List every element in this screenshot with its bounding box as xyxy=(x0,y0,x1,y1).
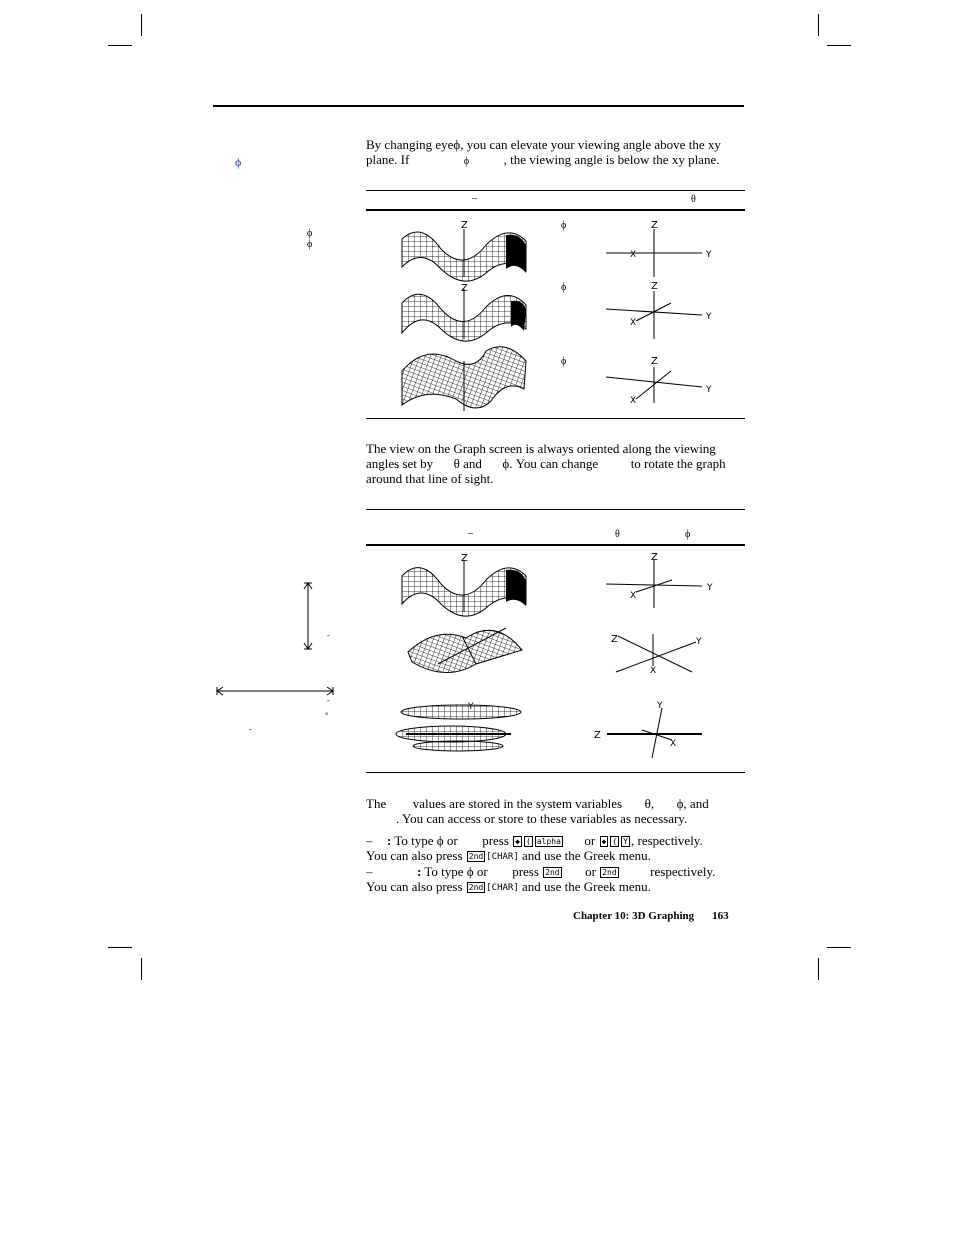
intro-line-1: By changing eyeϕ, you can elevate your viewing angle above the xy xyxy=(366,137,721,152)
paren-key: ( xyxy=(526,837,531,846)
table1-header-theta: θ xyxy=(691,194,696,205)
crop-mark xyxy=(818,958,819,980)
instruction-text: press xyxy=(512,864,539,879)
axis-label-z: Z xyxy=(651,281,658,292)
crop-mark xyxy=(827,45,851,46)
axis-label-y: Y xyxy=(706,250,712,260)
axes-diagram xyxy=(606,229,702,277)
surface-plot xyxy=(396,705,521,751)
crop-mark xyxy=(141,14,142,36)
ti89-instruction xyxy=(366,833,746,849)
axis-label-x: X xyxy=(630,318,637,328)
crop-mark xyxy=(141,958,142,980)
surface-plot xyxy=(402,289,526,341)
instruction-text: or xyxy=(584,833,596,848)
instruction-text: To type ϕ or xyxy=(424,864,488,879)
axis-label-y: Y xyxy=(706,385,712,395)
table2-header-dash: – xyxy=(468,528,473,539)
axis-label-y: Y xyxy=(707,583,713,593)
2nd-key: 2nd xyxy=(468,883,484,892)
instruction-text: and use the Greek menu. xyxy=(522,848,651,863)
margin-phi: ϕ xyxy=(307,228,313,239)
axis-label-x: X xyxy=(670,739,677,749)
margin-dash: - xyxy=(249,725,252,734)
para2-line-1: The view on the Graph screen is always oriented along the viewing xyxy=(366,441,716,456)
diamond-key: ◆ xyxy=(515,837,520,846)
para2-text: to rotate the graph xyxy=(630,456,726,471)
instruction-text: respectively. xyxy=(650,864,716,879)
table2-graphics xyxy=(366,546,746,772)
para3-text: values are stored in the system variables xyxy=(412,796,623,811)
margin-dash: - xyxy=(327,631,330,640)
table2-header-theta: θ xyxy=(615,529,620,540)
axis-label-x: X xyxy=(630,250,637,260)
char-key: [CHAR] xyxy=(486,852,519,862)
crop-mark xyxy=(827,947,851,948)
para2-text: angles set by xyxy=(366,456,434,471)
axis-label-z: Z xyxy=(461,283,468,294)
axis-label-z: Z xyxy=(651,552,658,563)
table1-row-phi: ϕ xyxy=(561,220,567,231)
margin-dash: - xyxy=(327,696,330,705)
header-rule xyxy=(213,105,744,107)
table1-row-phi: ϕ xyxy=(561,356,567,367)
instruction-text: , respectively. xyxy=(631,833,703,848)
table2-header-phi: ϕ xyxy=(685,529,691,540)
table1-graphics xyxy=(366,211,746,419)
axis-label-z: Z xyxy=(461,220,468,231)
paren-key: ( xyxy=(612,837,618,846)
instruction-text: To type ϕ or xyxy=(394,833,458,848)
instruction-text: You can also press xyxy=(366,848,463,863)
intro-line-2 xyxy=(366,152,746,170)
instruction-text: and use the Greek menu. xyxy=(522,879,651,894)
page-footer xyxy=(573,910,729,922)
instruction-prefix: – xyxy=(366,864,373,879)
instruction-text: You can also press xyxy=(366,879,463,894)
table1-top-rule xyxy=(366,190,745,191)
2nd-key: 2nd xyxy=(545,868,560,877)
also-press-line xyxy=(366,848,746,866)
axis-label-z: Z xyxy=(461,553,468,564)
para3-text: θ, xyxy=(644,796,655,811)
axis-label-y: Y xyxy=(468,702,474,712)
para2-line-3: around that line of sight. xyxy=(366,471,494,486)
margin-degree: ° xyxy=(325,711,329,720)
2nd-key: 2nd xyxy=(602,868,617,877)
crop-mark xyxy=(108,45,132,46)
axis-label-y: Y xyxy=(706,312,712,322)
v200-instruction xyxy=(366,864,746,880)
2nd-key: 2nd xyxy=(468,852,484,861)
para2-text: ϕ. You can change xyxy=(502,456,599,471)
surface-plot xyxy=(402,347,526,411)
para3-text: The xyxy=(366,796,387,811)
axes-diagram xyxy=(606,291,702,339)
char-key: [CHAR] xyxy=(486,883,519,893)
axes-diagram xyxy=(606,367,702,403)
page-number: 163 xyxy=(712,910,729,922)
intro-phi: ϕ xyxy=(463,156,470,167)
diamond-key: ◆ xyxy=(601,837,607,846)
axes-diagram xyxy=(607,708,702,758)
also-press-line xyxy=(366,879,746,897)
axis-label-z: Z xyxy=(611,634,618,645)
para3-text: ϕ, and xyxy=(676,796,709,811)
y-key: Y xyxy=(623,837,628,846)
para3-line-1 xyxy=(366,796,746,812)
instruction-colon: : xyxy=(387,833,392,848)
surface-plot xyxy=(402,229,526,281)
crop-mark xyxy=(818,14,819,36)
table2-bottom-rule xyxy=(366,772,745,773)
axis-label-x: X xyxy=(630,396,637,406)
surface-plot xyxy=(408,628,522,673)
margin-phi: ϕ xyxy=(307,239,313,250)
axis-label-y: Y xyxy=(657,701,663,711)
surface-plot xyxy=(402,560,526,616)
table1-row-phi: ϕ xyxy=(561,282,567,293)
alpha-key: alpha xyxy=(536,837,561,846)
instruction-text: press xyxy=(482,833,509,848)
para2-text: θ and xyxy=(453,456,482,471)
margin-phi-blue: ϕ xyxy=(235,155,242,169)
table1-bottom-rule xyxy=(366,418,745,419)
para3-line-2: . You can access or store to these variables as necessary. xyxy=(396,811,688,826)
axis-label-x: X xyxy=(630,591,637,601)
instruction-text: or xyxy=(585,864,596,879)
intro-text: , the viewing angle is below the xy plane. xyxy=(503,152,720,167)
instruction-prefix: – xyxy=(366,833,373,848)
axis-label-z: Z xyxy=(594,730,601,741)
table1-header-dash: – xyxy=(472,193,477,204)
chapter-title: Chapter 10: 3D Graphing xyxy=(573,910,695,922)
axes-diagram xyxy=(606,560,702,608)
margin-diagram xyxy=(212,578,342,738)
table2-top-rule xyxy=(366,509,745,510)
axis-label-z: Z xyxy=(651,356,658,367)
para2-line-2 xyxy=(366,456,746,472)
intro-text: plane. If xyxy=(366,152,410,167)
axis-label-y: Y xyxy=(696,637,702,647)
axis-label-z: Z xyxy=(651,220,658,231)
instruction-colon: : xyxy=(417,864,422,879)
axis-label-x: X xyxy=(650,666,657,676)
crop-mark xyxy=(108,947,132,948)
